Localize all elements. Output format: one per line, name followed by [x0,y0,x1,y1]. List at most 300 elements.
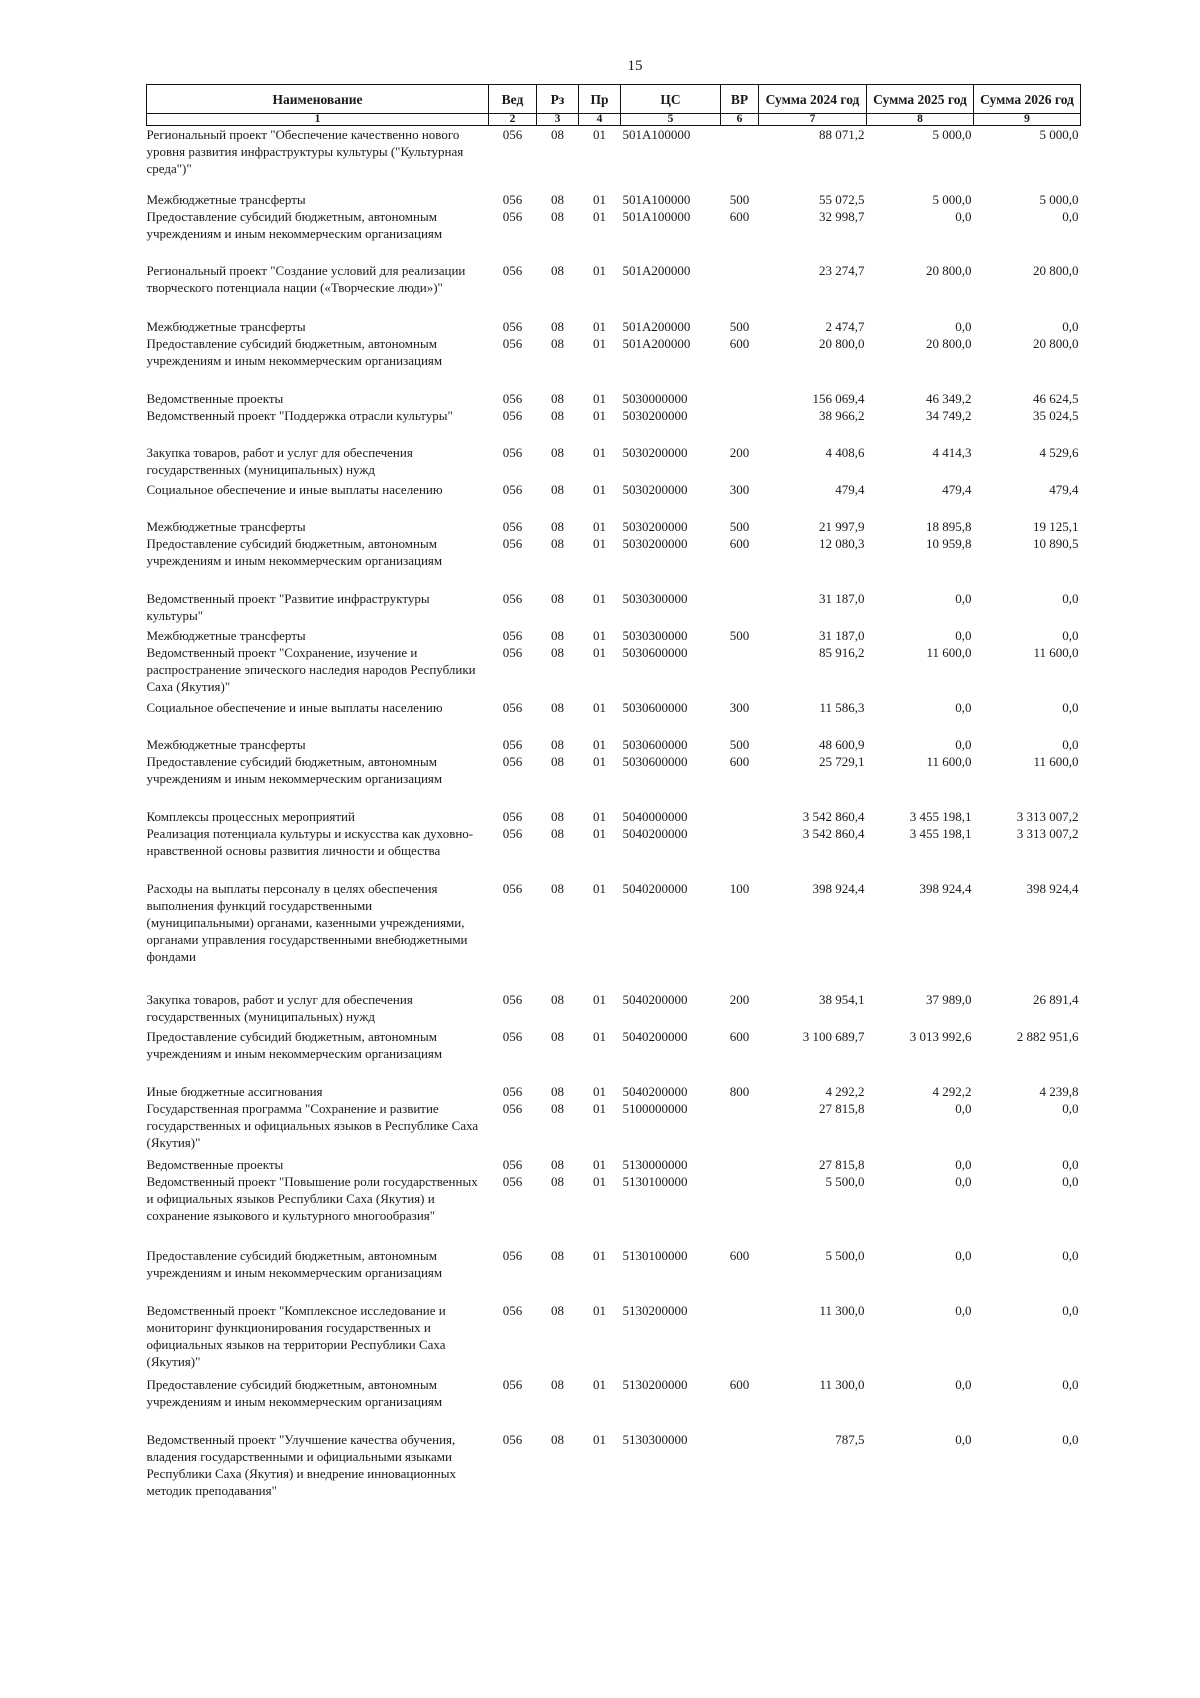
row-rz: 08 [551,482,564,497]
row-ved: 056 [502,336,523,351]
col-header-pr: Пр [579,85,621,114]
row-vr [721,126,759,192]
budget-table [146,84,1081,1506]
row-cs: 5130100000 [622,1248,688,1263]
table-row [147,590,1081,627]
row-name: Межбюджетные трансферты [146,628,306,643]
row-sum-2024: 4 408,6 [825,445,865,460]
row-sum-2024: 27 815,8 [819,1101,865,1116]
row-name: Межбюджетные трансферты [146,319,306,334]
row-sum-2026: 0,0 [1062,1303,1079,1318]
row-sum-2024: 38 954,1 [819,992,865,1007]
row-cs: 501А100000 [622,127,691,142]
row-cs: 5030200000 [622,408,688,423]
row-rz: 08 [551,263,564,278]
row-pr: 01 [593,1174,606,1189]
row-sum-2025: 3 013 992,6 [909,1029,972,1044]
row-sum-2025: 0,0 [955,319,972,334]
row-ved: 056 [502,591,523,606]
row-rz: 08 [551,591,564,606]
row-ved: 056 [502,482,523,497]
row-ved: 056 [502,1174,523,1189]
row-name: Предоставление субсидий бюджетным, автономным учреждениям и иным некоммерческим организациям [146,209,443,241]
row-sum-2026: 3 313 007,2 [1016,826,1079,841]
row-rz: 08 [551,826,564,841]
row-rz: 08 [551,192,564,207]
row-name: Региональный проект "Обеспечение качественно нового уровня развития инфраструктуры культуры ("Культурная среда")" [146,127,464,176]
col-number: 5 [621,114,721,126]
row-vr: 500 [729,519,750,534]
row-name: Иные бюджетные ассигнования [146,1084,323,1099]
row-sum-2025: 0,0 [955,628,972,643]
row-sum-2026: 0,0 [1062,209,1079,224]
row-name: Ведомственные проекты [146,391,284,406]
row-vr: 600 [729,209,750,224]
row-cs: 5030300000 [622,628,688,643]
row-name: Предоставление субсидий бюджетным, автономным учреждениям и иным некоммерческим организациям [146,536,443,568]
row-sum-2026: 4 529,6 [1039,445,1079,460]
table-row [147,444,1081,481]
row-sum-2025: 0,0 [955,1303,972,1318]
row-ved: 056 [502,737,523,752]
row-pr: 01 [593,209,606,224]
row-cs: 5030200000 [622,482,688,497]
row-sum-2026: 3 313 007,2 [1016,809,1079,824]
col-number: 4 [579,114,621,126]
row-sum-2025: 0,0 [955,1101,972,1116]
row-sum-2026: 35 024,5 [1033,408,1079,423]
row-pr: 01 [593,192,606,207]
table-row [147,1100,1081,1156]
row-rz: 08 [551,1101,564,1116]
row-pr: 01 [593,1029,606,1044]
table-row [147,335,1081,390]
row-cs: 5030600000 [622,737,688,752]
row-sum-2024: 55 072,5 [819,192,865,207]
row-sum-2026: 26 891,4 [1033,992,1079,1007]
row-rz: 08 [551,408,564,423]
row-name: Межбюджетные трансферты [146,737,306,752]
row-sum-2025: 34 749,2 [926,408,972,423]
row-cs: 5030600000 [622,700,688,715]
row-name: Ведомственный проект "Сохранение, изучение и распространение эпического наследия народов Республики Саха (Якутия)" [146,645,476,694]
row-rz: 08 [551,445,564,460]
row-ved: 056 [502,645,523,660]
row-pr: 01 [593,645,606,660]
row-sum-2025: 20 800,0 [926,263,972,278]
row-cs: 5100000000 [622,1101,688,1116]
row-rz: 08 [551,1248,564,1263]
row-sum-2025: 20 800,0 [926,336,972,351]
row-cs: 5040200000 [622,826,688,841]
row-pr: 01 [593,408,606,423]
row-rz: 08 [551,1174,564,1189]
row-pr: 01 [593,445,606,460]
row-ved: 056 [502,1377,523,1392]
row-rz: 08 [551,1157,564,1172]
row-sum-2025: 398 924,4 [919,881,972,896]
table-row [147,991,1081,1028]
row-sum-2024: 5 500,0 [825,1248,865,1263]
row-sum-2024: 479,4 [835,482,865,497]
row-cs: 5130200000 [622,1377,688,1392]
row-name: Социальное обеспечение и иные выплаты населению [146,482,443,497]
table-row [147,627,1081,644]
row-pr: 01 [593,1248,606,1263]
row-sum-2025: 0,0 [955,1432,972,1447]
row-sum-2026: 4 239,8 [1039,1084,1079,1099]
row-ved: 056 [502,826,523,841]
row-pr: 01 [593,519,606,534]
row-vr: 200 [729,992,750,1007]
col-number: 8 [867,114,974,126]
row-sum-2026: 0,0 [1062,1248,1079,1263]
row-pr: 01 [593,336,606,351]
row-pr: 01 [593,700,606,715]
table-row [147,808,1081,825]
row-vr [721,825,759,880]
row-pr: 01 [593,591,606,606]
row-name: Ведомственный проект "Поддержка отрасли культуры" [146,408,453,423]
row-cs: 5040200000 [622,1029,688,1044]
row-rz: 08 [551,881,564,896]
row-rz: 08 [551,519,564,534]
row-sum-2026: 19 125,1 [1033,519,1079,534]
row-sum-2025: 11 600,0 [926,754,972,769]
table-row [147,390,1081,407]
row-sum-2024: 27 815,8 [819,1157,865,1172]
col-header-vr: ВР [721,85,759,114]
row-cs: 501А100000 [622,209,691,224]
row-cs: 5040200000 [622,1084,688,1099]
row-sum-2025: 0,0 [955,1248,972,1263]
row-cs: 5030200000 [622,519,688,534]
row-vr: 300 [729,482,750,497]
row-pr: 01 [593,1101,606,1116]
row-ved: 056 [502,519,523,534]
row-name: Реализация потенциала культуры и искусства как духовно-нравственной основы развития личности и общества [146,826,474,858]
row-sum-2026: 0,0 [1062,628,1079,643]
row-sum-2026: 0,0 [1062,1174,1079,1189]
row-cs: 5030200000 [622,536,688,551]
row-name: Ведомственный проект "Улучшение качества обучения, владения государственными и официальными языками Республики Саха (Якутия) и внедрение инновационных методик преподавания" [146,1432,456,1498]
row-cs: 5130100000 [622,1174,688,1189]
row-vr: 600 [729,1248,750,1263]
row-sum-2025: 3 455 198,1 [909,809,972,824]
row-ved: 056 [502,192,523,207]
row-sum-2026: 5 000,0 [1039,127,1079,142]
row-sum-2024: 23 274,7 [819,263,865,278]
row-sum-2024: 2 474,7 [825,319,865,334]
table-row [147,262,1081,318]
row-vr: 600 [729,1029,750,1044]
row-vr: 500 [729,737,750,752]
table-row [147,126,1081,192]
row-rz: 08 [551,391,564,406]
row-ved: 056 [502,319,523,334]
col-header-ved: Вед [489,85,537,114]
col-header-sum-2024: Сумма 2024 год [759,85,867,114]
row-pr: 01 [593,536,606,551]
table-row [147,1083,1081,1100]
row-ved: 056 [502,209,523,224]
row-sum-2024: 38 966,2 [819,408,865,423]
row-ved: 056 [502,1157,523,1172]
row-name: Межбюджетные трансферты [146,192,306,207]
table-row [147,1431,1081,1506]
row-sum-2026: 0,0 [1062,591,1079,606]
row-sum-2025: 37 989,0 [926,992,972,1007]
row-sum-2026: 0,0 [1062,1157,1079,1172]
row-sum-2024: 12 080,3 [819,536,865,551]
row-sum-2024: 156 069,4 [812,391,865,406]
row-vr [721,1302,759,1376]
row-sum-2026: 398 924,4 [1026,881,1079,896]
table-row [147,535,1081,590]
col-header-name: Наименование [147,85,489,114]
row-sum-2025: 0,0 [955,209,972,224]
row-name: Ведомственные проекты [146,1157,284,1172]
row-pr: 01 [593,881,606,896]
row-name: Социальное обеспечение и иные выплаты населению [146,700,443,715]
row-rz: 08 [551,700,564,715]
row-name: Предоставление субсидий бюджетным, автономным учреждениям и иным некоммерческим организациям [146,1377,443,1409]
row-vr [721,1100,759,1156]
table-body [147,126,1081,1507]
table-row [147,481,1081,518]
table-row [147,1376,1081,1431]
row-vr: 600 [729,1377,750,1392]
row-sum-2025: 18 895,8 [926,519,972,534]
row-sum-2024: 20 800,0 [819,336,865,351]
col-header-sum-2025: Сумма 2025 год [867,85,974,114]
row-name: Предоставление субсидий бюджетным, автономным учреждениям и иным некоммерческим организациям [146,754,443,786]
row-ved: 056 [502,391,523,406]
row-ved: 056 [502,1248,523,1263]
row-ved: 056 [502,408,523,423]
table-row [147,518,1081,535]
row-name: Предоставление субсидий бюджетным, автономным учреждениям и иным некоммерческим организациям [146,1248,443,1280]
row-name: Ведомственный проект "Комплексное исследование и мониторинг функционирования государственных и официальных языков на территории Республики Саха (Якутия)" [146,1303,446,1369]
row-ved: 056 [502,445,523,460]
row-ved: 056 [502,1303,523,1318]
row-sum-2024: 25 729,1 [819,754,865,769]
col-number: 2 [489,114,537,126]
row-sum-2024: 3 542 860,4 [802,809,865,824]
table-row [147,1247,1081,1302]
header-row [147,85,1081,114]
row-rz: 08 [551,737,564,752]
table-row [147,208,1081,262]
row-sum-2024: 3 100 689,7 [802,1029,865,1044]
row-sum-2026: 11 600,0 [1033,645,1079,660]
row-cs: 501А200000 [622,336,691,351]
row-vr: 100 [729,881,750,896]
row-name: Закупка товаров, работ и услуг для обеспечения государственных (муниципальных) нужд [146,445,413,477]
row-rz: 08 [551,1432,564,1447]
row-pr: 01 [593,1432,606,1447]
row-sum-2025: 46 349,2 [926,391,972,406]
row-name: Межбюджетные трансферты [146,519,306,534]
row-sum-2025: 10 959,8 [926,536,972,551]
row-rz: 08 [551,209,564,224]
row-cs: 501А100000 [622,192,691,207]
row-sum-2025: 0,0 [955,1174,972,1189]
row-cs: 5030200000 [622,445,688,460]
column-number-row [147,114,1081,126]
row-name: Предоставление субсидий бюджетным, автономным учреждениям и иным некоммерческим организациям [146,1029,443,1061]
row-pr: 01 [593,391,606,406]
table-row [147,880,1081,991]
row-sum-2025: 11 600,0 [926,645,972,660]
row-sum-2025: 4 414,3 [932,445,972,460]
row-pr: 01 [593,1084,606,1099]
row-sum-2025: 4 292,2 [932,1084,972,1099]
row-vr [721,407,759,444]
row-vr: 800 [729,1084,750,1099]
row-sum-2025: 479,4 [942,482,972,497]
row-sum-2026: 11 600,0 [1033,754,1079,769]
row-sum-2024: 11 586,3 [819,700,865,715]
row-pr: 01 [593,482,606,497]
row-pr: 01 [593,992,606,1007]
row-sum-2025: 0,0 [955,700,972,715]
page-number: 15 [627,58,643,74]
row-name: Ведомственный проект "Повышение роли государственных и официальных языков Республики Саха (Якутия) и сохранение языкового и культурного многообразия" [146,1174,478,1223]
row-vr [721,262,759,318]
row-cs: 5130000000 [622,1157,688,1172]
row-ved: 056 [502,754,523,769]
row-ved: 056 [502,809,523,824]
row-vr: 500 [729,628,750,643]
row-name: Расходы на выплаты персоналу в целях обеспечения выполнения функций государственными (муниципальными) органами, казенными учреждениями, органами управления государственными внебюджетными фондами [146,881,468,964]
row-cs: 5040000000 [622,809,688,824]
row-sum-2024: 31 187,0 [819,628,865,643]
row-cs: 5130200000 [622,1303,688,1318]
row-ved: 056 [502,263,523,278]
col-number: 9 [974,114,1081,126]
row-name: Комплексы процессных мероприятий [146,809,355,824]
row-sum-2025: 0,0 [955,737,972,752]
row-sum-2024: 85 916,2 [819,645,865,660]
row-ved: 056 [502,1084,523,1099]
row-name: Закупка товаров, работ и услуг для обеспечения государственных (муниципальных) нужд [146,992,413,1024]
row-vr [721,590,759,627]
row-rz: 08 [551,1377,564,1392]
row-rz: 08 [551,1084,564,1099]
row-name: Государственная программа "Сохранение и развитие государственных и официальных языков в Республике Саха (Якутия)" [146,1101,479,1150]
row-vr [721,1431,759,1506]
row-name: Предоставление субсидий бюджетным, автономным учреждениям и иным некоммерческим организациям [146,336,443,368]
row-pr: 01 [593,628,606,643]
row-pr: 01 [593,754,606,769]
col-number: 1 [147,114,489,126]
row-vr [721,390,759,407]
table-row [147,699,1081,736]
row-name: Региональный проект "Создание условий для реализации творческого потенциала нации («Творческие люди»)" [146,263,466,295]
col-header-cs: ЦС [621,85,721,114]
row-sum-2025: 0,0 [955,1377,972,1392]
row-vr [721,644,759,699]
row-sum-2025: 3 455 198,1 [909,826,972,841]
row-cs: 5030300000 [622,591,688,606]
row-sum-2025: 0,0 [955,591,972,606]
row-sum-2026: 5 000,0 [1039,192,1079,207]
row-rz: 08 [551,992,564,1007]
row-rz: 08 [551,645,564,660]
row-rz: 08 [551,127,564,142]
row-sum-2026: 20 800,0 [1033,263,1079,278]
row-cs: 5030600000 [622,645,688,660]
row-cs: 5040200000 [622,881,688,896]
row-sum-2024: 398 924,4 [812,881,865,896]
row-ved: 056 [502,700,523,715]
row-cs: 501А200000 [622,263,691,278]
row-sum-2024: 21 997,9 [819,519,865,534]
row-sum-2026: 0,0 [1062,1101,1079,1116]
table-row [147,1156,1081,1173]
table-row [147,318,1081,335]
table-row [147,644,1081,699]
col-header-rz: Рз [537,85,579,114]
row-vr: 600 [729,536,750,551]
table-row [147,1173,1081,1247]
row-vr [721,1173,759,1247]
row-vr: 600 [729,336,750,351]
col-number: 7 [759,114,867,126]
row-rz: 08 [551,1303,564,1318]
table-row [147,191,1081,208]
row-sum-2026: 0,0 [1062,700,1079,715]
row-cs: 501А200000 [622,319,691,334]
row-rz: 08 [551,628,564,643]
row-vr: 500 [729,192,750,207]
row-vr: 500 [729,319,750,334]
row-rz: 08 [551,754,564,769]
row-rz: 08 [551,319,564,334]
row-sum-2026: 0,0 [1062,319,1079,334]
row-cs: 5130300000 [622,1432,688,1447]
row-vr: 300 [729,700,750,715]
row-cs: 5030000000 [622,391,688,406]
row-name: Ведомственный проект "Развитие инфраструктуры культуры" [146,591,430,623]
row-pr: 01 [593,1157,606,1172]
row-sum-2024: 48 600,9 [819,737,865,752]
row-sum-2024: 31 187,0 [819,591,865,606]
row-sum-2024: 787,5 [835,1432,865,1447]
table-row [147,1028,1081,1083]
row-sum-2026: 10 890,5 [1033,536,1079,551]
row-rz: 08 [551,1029,564,1044]
row-sum-2024: 4 292,2 [825,1084,865,1099]
row-sum-2024: 5 500,0 [825,1174,865,1189]
row-sum-2026: 2 882 951,6 [1016,1029,1079,1044]
row-pr: 01 [593,1377,606,1392]
row-sum-2024: 11 300,0 [819,1303,865,1318]
table-row [147,407,1081,444]
row-vr [721,808,759,825]
row-sum-2026: 0,0 [1062,737,1079,752]
col-header-sum-2026: Сумма 2026 год [974,85,1081,114]
row-sum-2024: 32 998,7 [819,209,865,224]
row-vr [721,1156,759,1173]
row-ved: 056 [502,1101,523,1116]
row-pr: 01 [593,737,606,752]
row-pr: 01 [593,809,606,824]
row-pr: 01 [593,1303,606,1318]
row-sum-2024: 3 542 860,4 [802,826,865,841]
row-ved: 056 [502,1029,523,1044]
